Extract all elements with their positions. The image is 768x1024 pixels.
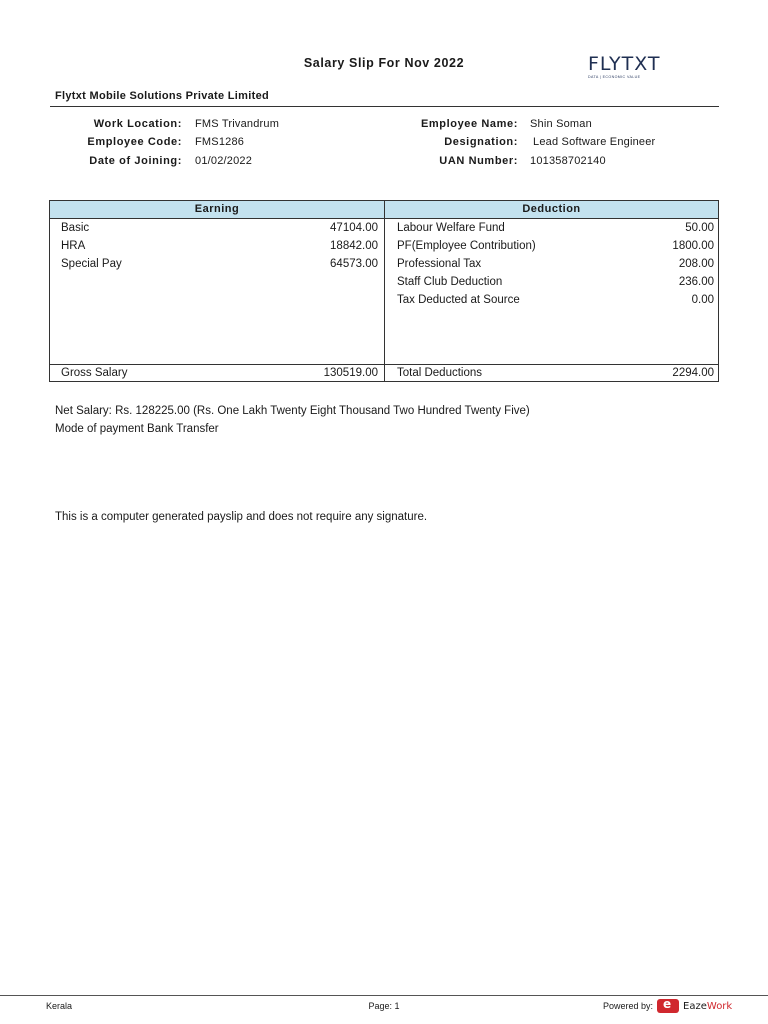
- earning-header: Earning: [194, 203, 240, 215]
- deduction-name: Tax Deducted at Source: [397, 294, 520, 306]
- gross-salary-label: Gross Salary: [61, 367, 128, 379]
- deduction-name: Staff Club Deduction: [397, 276, 503, 288]
- column-divider: [384, 201, 385, 381]
- salary-table: [49, 200, 719, 382]
- deduction-name: Professional Tax: [397, 258, 482, 270]
- net-salary: Net Salary: Rs. 128225.00 (Rs. One Lakh Twenty Eight Thousand Two Hundred Twenty Five): [55, 405, 530, 417]
- employee-code-value: FMS1286: [195, 136, 245, 148]
- powered-by: [603, 999, 732, 1013]
- brand-part2: Work: [706, 1000, 733, 1012]
- header-divider: [50, 106, 719, 107]
- date-of-joining-value: 01/02/2022: [195, 155, 253, 167]
- earning-amount: 18842.00: [330, 240, 378, 252]
- employee-name-label: Employee Name:: [420, 118, 518, 130]
- deduction-name: PF(Employee Contribution): [397, 240, 536, 252]
- page-title: Salary Slip For Nov 2022: [303, 56, 465, 70]
- total-deductions-amount: 2294.00: [672, 367, 714, 379]
- footer-page-number: Page: 1: [368, 1001, 400, 1011]
- employee-name-value: Shin Soman: [530, 118, 592, 130]
- eazework-logo-icon: [657, 999, 679, 1013]
- deduction-amount: 50.00: [685, 222, 714, 234]
- company-logo: [588, 53, 661, 82]
- uan-number-label: UAN Number:: [439, 155, 518, 167]
- work-location-label: Work Location:: [93, 118, 182, 130]
- logo-tagline: DATA | ECONOMIC VALUE: [588, 75, 641, 79]
- earning-name: Basic: [61, 222, 90, 234]
- footer-divider: [0, 995, 768, 996]
- designation-value: Lead Software Engineer: [533, 136, 656, 148]
- company-name: Flytxt Mobile Solutions Private Limited: [55, 90, 270, 102]
- uan-number-value: 101358702140: [530, 155, 606, 167]
- designation-label: Designation:: [444, 136, 518, 148]
- deduction-amount: 208.00: [678, 258, 714, 270]
- gross-salary-amount: 130519.00: [323, 367, 378, 379]
- employee-code-label: Employee Code:: [87, 136, 182, 148]
- logo-wordmark: FLYTXT: [588, 53, 661, 75]
- deduction-amount: 236.00: [678, 276, 714, 288]
- earning-name: HRA: [61, 240, 86, 252]
- total-deductions-label: Total Deductions: [397, 367, 483, 379]
- earning-name: Special Pay: [61, 258, 122, 270]
- deduction-header: Deduction: [522, 203, 581, 215]
- work-location-value: FMS Trivandrum: [195, 118, 280, 130]
- brand-part1: Eaze: [683, 1000, 707, 1012]
- payment-mode: Mode of payment Bank Transfer: [55, 423, 219, 435]
- deduction-name: Labour Welfare Fund: [397, 222, 505, 234]
- deduction-amount: 0.00: [691, 294, 714, 306]
- disclaimer-note: This is a computer generated payslip and does not require any signature.: [55, 511, 428, 523]
- footer-state: Kerala: [46, 1001, 73, 1011]
- powered-by-label: Powered by:: [603, 1001, 654, 1011]
- earning-amount: 47104.00: [330, 222, 378, 234]
- date-of-joining-label: Date of Joining:: [89, 155, 182, 167]
- earning-amount: 64573.00: [330, 258, 378, 270]
- eazework-brand: [683, 1001, 732, 1012]
- deduction-amount: 1800.00: [672, 240, 714, 252]
